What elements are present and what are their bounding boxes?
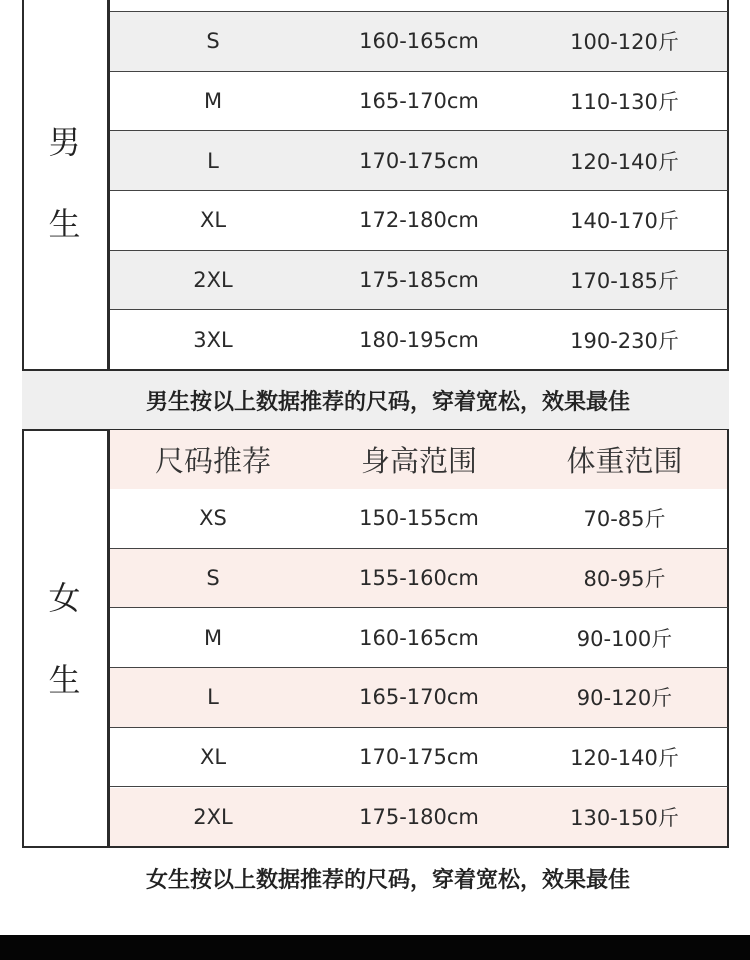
female-cell-height: 170-175cm: [316, 728, 523, 788]
male-cell-size: L: [110, 131, 317, 191]
female-label-char-1: 女: [48, 579, 81, 617]
female-cell-weight: 70-85斤: [522, 489, 729, 549]
male-cell-weight: 140-170斤: [522, 191, 729, 251]
male-cell-weight: 190-230斤: [522, 311, 729, 371]
male-cell-size: 3XL: [110, 311, 317, 371]
female-cell-size: S: [110, 549, 317, 609]
male-cell-weight: 110-130斤: [522, 72, 729, 132]
male-label-char-1: 男: [48, 123, 81, 161]
female-header-weight: 体重范围: [522, 430, 729, 490]
female-cell-size: XL: [110, 728, 317, 788]
female-cell-weight: 80-95斤: [522, 549, 729, 609]
female-note: [22, 846, 729, 908]
male-header-cropped: [522, 0, 729, 12]
male-cell-height: 172-180cm: [316, 191, 523, 251]
female-cell-size: 2XL: [110, 788, 317, 848]
male-cell-weight: 170-185斤: [522, 251, 729, 311]
male-header-cropped: [110, 0, 317, 12]
male-cell-height: 180-195cm: [316, 311, 523, 371]
male-cell-height: 165-170cm: [316, 72, 523, 132]
female-cell-weight: 90-120斤: [522, 668, 729, 728]
male-note-text: 男生按以上数据推荐的尺码，穿着宽松，效果最佳: [146, 389, 631, 415]
male-cell-weight: 120-140斤: [522, 131, 729, 191]
male-side-label: [22, 0, 110, 370]
female-header-size: 尺码推荐: [110, 430, 317, 490]
female-cell-height: 155-160cm: [316, 549, 523, 609]
female-header-height: 身高范围: [316, 430, 523, 490]
male-label-char-2: 生: [48, 205, 81, 243]
male-cell-height: 170-175cm: [316, 131, 523, 191]
male-cell-size: 2XL: [110, 251, 317, 311]
male-note: [22, 369, 729, 431]
female-cell-size: M: [110, 608, 317, 668]
male-cell-size: S: [110, 12, 317, 72]
bottom-dark-bar: [0, 935, 750, 960]
female-cell-height: 165-170cm: [316, 668, 523, 728]
female-cell-height: 175-180cm: [316, 788, 523, 848]
male-cell-size: M: [110, 72, 317, 132]
female-cell-weight: 90-100斤: [522, 608, 729, 668]
female-side-label: [22, 430, 110, 848]
male-cell-height: 160-165cm: [316, 12, 523, 72]
female-cell-weight: 130-150斤: [522, 788, 729, 848]
female-cell-size: XS: [110, 489, 317, 549]
female-note-text: 女生按以上数据推荐的尺码，穿着宽松，效果最佳: [146, 867, 631, 893]
female-cell-height: 150-155cm: [316, 489, 523, 549]
male-cell-height: 175-185cm: [316, 251, 523, 311]
female-cell-weight: 120-140斤: [522, 728, 729, 788]
female-cell-size: L: [110, 668, 317, 728]
female-cell-height: 160-165cm: [316, 608, 523, 668]
male-cell-size: XL: [110, 191, 317, 251]
male-cell-weight: 100-120斤: [522, 12, 729, 72]
female-label-char-2: 生: [48, 661, 81, 699]
male-header-cropped: [316, 0, 523, 12]
